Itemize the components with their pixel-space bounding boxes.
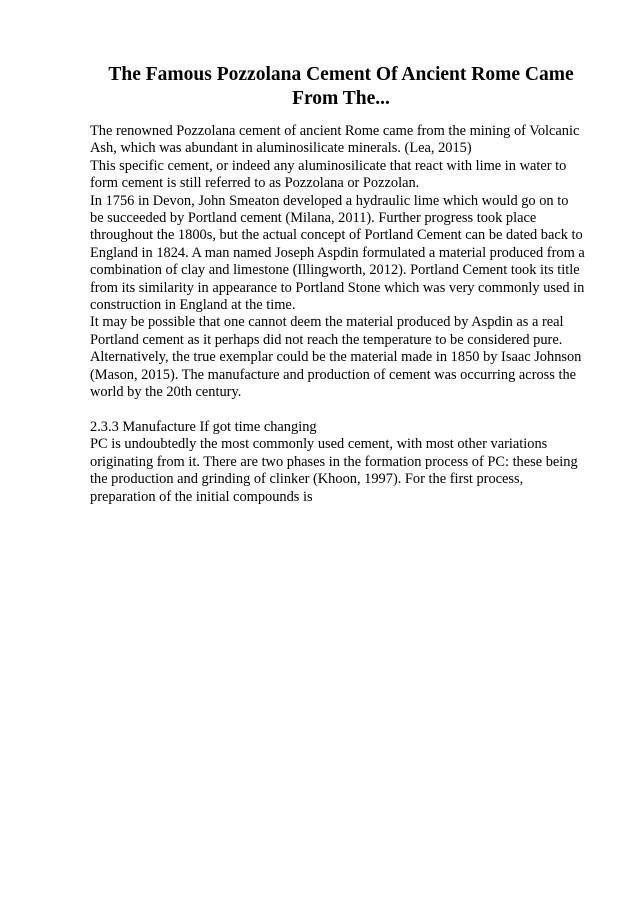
paragraph-spacer: [90, 402, 600, 419]
body-line: construction in England at the time.: [90, 297, 296, 314]
body-line: (Mason, 2015). The manufacture and production of cement was occurring across the: [90, 366, 577, 383]
body-line: throughout the 1800s, but the actual concept of Portland Cement can be dated back to: [90, 227, 583, 244]
body-line: Alternatively, the true exemplar could be the material made in 1850 by Isaac Johnson: [90, 349, 582, 366]
body-line: be succeeded by Portland cement (Milana, 2011). Further progress took place: [90, 210, 537, 227]
section-line: PC is undoubtedly the most commonly used cement, with most other variations: [90, 436, 548, 453]
section-line: 2.3.3 Manufacture If got time changing: [90, 418, 317, 435]
body-line: It may be possible that one cannot deem the material produced by Aspdin as a real: [90, 314, 564, 331]
body-line: This specific cement, or indeed any aluminosilicate that react with lime in water to: [90, 157, 567, 174]
body-line: world by the 20th century.: [90, 384, 242, 401]
body-line: The renowned Pozzolana cement of ancient Rome came from the mining of Volcanic: [90, 123, 580, 139]
section-line: preparation of the initial compounds is: [90, 488, 313, 505]
body-line: In 1756 in Devon, John Smeaton developed a hydraulic lime which would go on to: [90, 192, 569, 209]
document-title: [90, 63, 592, 111]
body-line: Portland cement as it perhaps did not reach the temperature to be considered pure.: [90, 331, 563, 348]
body-line: form cement is still referred to as Pozzolana or Pozzolan.: [90, 175, 420, 192]
body-line: from its similarity in appearance to Portland Stone which was very commonly used in: [90, 279, 585, 296]
document-body: [90, 123, 600, 506]
body-line: combination of clay and limestone (Illingworth, 2012). Portland Cement took its title: [90, 262, 580, 279]
section-line: the production and grinding of clinker (Khoon, 1997). For the first process,: [90, 471, 524, 488]
title-line: The Famous Pozzolana Cement Of Ancient Rome Came: [108, 64, 574, 85]
title-line: From The...: [292, 88, 390, 109]
body-line: England in 1824. A man named Joseph Aspdin formulated a material produced from a: [90, 244, 585, 261]
body-line: Ash, which was abundant in aluminosilicate minerals. (Lea, 2015): [90, 140, 472, 157]
section-line: originating from it. There are two phases in the formation process of PC: these being: [90, 453, 578, 470]
